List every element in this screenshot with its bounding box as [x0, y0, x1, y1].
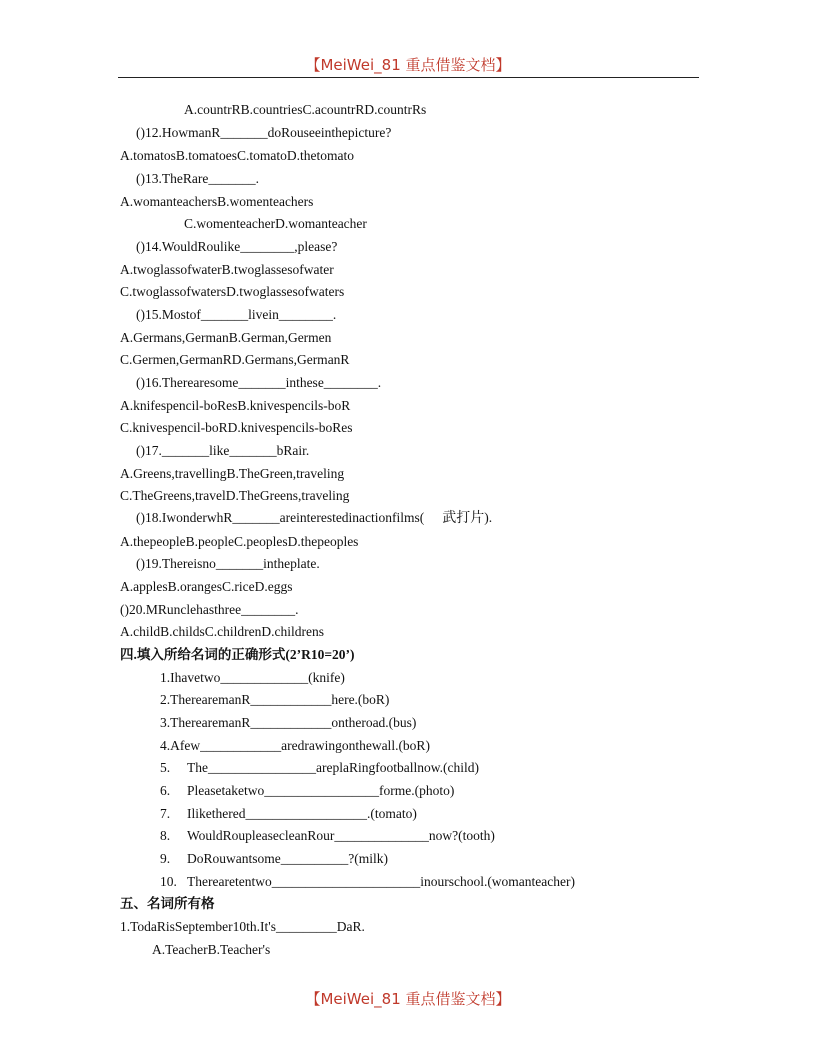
s4-item-6-number: 6. [160, 783, 171, 798]
q13: ()13.TheRare_______. [136, 171, 259, 186]
q15: ()15.Mostof_______livein________. [136, 307, 337, 322]
s4-item-2: 2.TherearemanR____________here.(boR) [160, 692, 390, 707]
q15-options-cd: C.Germen,GermanRD.Germans,GermanR [120, 352, 350, 367]
header-rule [118, 77, 699, 78]
q14-options-ab: A.twoglassofwaterB.twoglassesofwater [120, 262, 334, 277]
s4-item-8-text: WouldRoupleasecleanRour______________now?(tooth) [187, 828, 495, 843]
q17-options-ab: A.Greens,travellingB.TheGreen,traveling [120, 466, 345, 481]
q13-options-cd: C.womenteacherD.womanteacher [184, 216, 367, 231]
q16: ()16.Therearesome_______inthese________. [136, 375, 382, 390]
s4-item-1: 1.Ihavetwo_____________(knife) [160, 670, 345, 685]
q17: ()17._______like_______bRair. [136, 443, 310, 458]
s4-item-4: 4.Afew____________aredrawingonthewall.(boR) [160, 738, 430, 753]
page-header: 【MeiWei_81 重点借鉴文档】 [305, 56, 511, 74]
s4-item-10-number: 10. [160, 874, 177, 889]
s4-item-6 [160, 783, 454, 799]
q17-options-cd: C.TheGreens,travelD.TheGreens,traveling [120, 488, 350, 503]
q18-options: A.thepeopleB.peopleC.peoplesD.thepeoples [120, 534, 359, 549]
s5-q1: 1.TodaRisSeptember10th.It's_________DaR. [120, 919, 365, 934]
section5-title: 五、名词所有格 [120, 896, 215, 911]
q15-options-ab: A.Germans,GermanB.German,Germen [120, 330, 332, 345]
q14: ()14.WouldRoulike________,please? [136, 239, 338, 254]
s4-item-7-number: 7. [160, 806, 171, 821]
s4-item-10-text: Therearetentwo______________________inourschool.(womanteacher) [187, 874, 576, 889]
q19: ()19.Thereisno_______intheplate. [136, 556, 320, 571]
q20-options: A.childB.childsC.childrenD.childrens [120, 624, 324, 639]
s4-item-3: 3.TherearemanR____________ontheroad.(bus) [160, 715, 417, 730]
s4-item-6-text: Pleasetaketwo_________________forme.(photo) [187, 783, 455, 798]
q18-chinese: 武打片 [442, 510, 485, 526]
q18-text: ()18.IwonderwhR_______areinterestedinactionfilms( [136, 510, 425, 525]
s4-item-9-number: 9. [160, 851, 171, 866]
s4-item-9 [160, 851, 388, 867]
s4-item-7 [160, 806, 417, 822]
q11-options: A.countrRB.countriesC.acountrRD.countrRs [184, 102, 427, 117]
s4-item-8 [160, 828, 495, 844]
s4-item-5 [160, 760, 479, 776]
s5-q1-options: A.TeacherB.Teacher's [152, 942, 271, 957]
s4-item-9-text: DoRouwantsome__________?(milk) [187, 851, 388, 866]
q18-end: ). [484, 510, 493, 525]
s4-item-7-text: Ilikethered__________________.(tomato) [187, 806, 417, 821]
s4-item-5-text: The________________areplaRingfootballnow.(child) [187, 760, 479, 775]
s4-item-10 [160, 874, 575, 890]
q18 [136, 510, 492, 526]
q13-options-ab: A.womanteachersB.womenteachers [120, 194, 314, 209]
q12: ()12.HowmanR_______doRouseeinthepicture? [136, 125, 392, 140]
q14-options-cd: C.twoglassofwatersD.twoglassesofwaters [120, 284, 345, 299]
s4-item-8-number: 8. [160, 828, 171, 843]
section4-title: 四.填入所给名词的正确形式(2’R10=20’) [120, 647, 355, 662]
page-footer: 【MeiWei_81 重点借鉴文档】 [305, 990, 511, 1008]
q20: ()20.MRunclehasthree________. [120, 602, 299, 617]
q19-options: A.applesB.orangesC.riceD.eggs [120, 579, 293, 594]
q16-options-ab: A.knifespencil-boResB.knivespencils-boR [120, 398, 351, 413]
s4-item-5-number: 5. [160, 760, 171, 775]
q16-options-cd: C.knivespencil-boRD.knivespencils-boRes [120, 420, 353, 435]
q12-options: A.tomatosB.tomatoesC.tomatoD.thetomato [120, 148, 354, 163]
